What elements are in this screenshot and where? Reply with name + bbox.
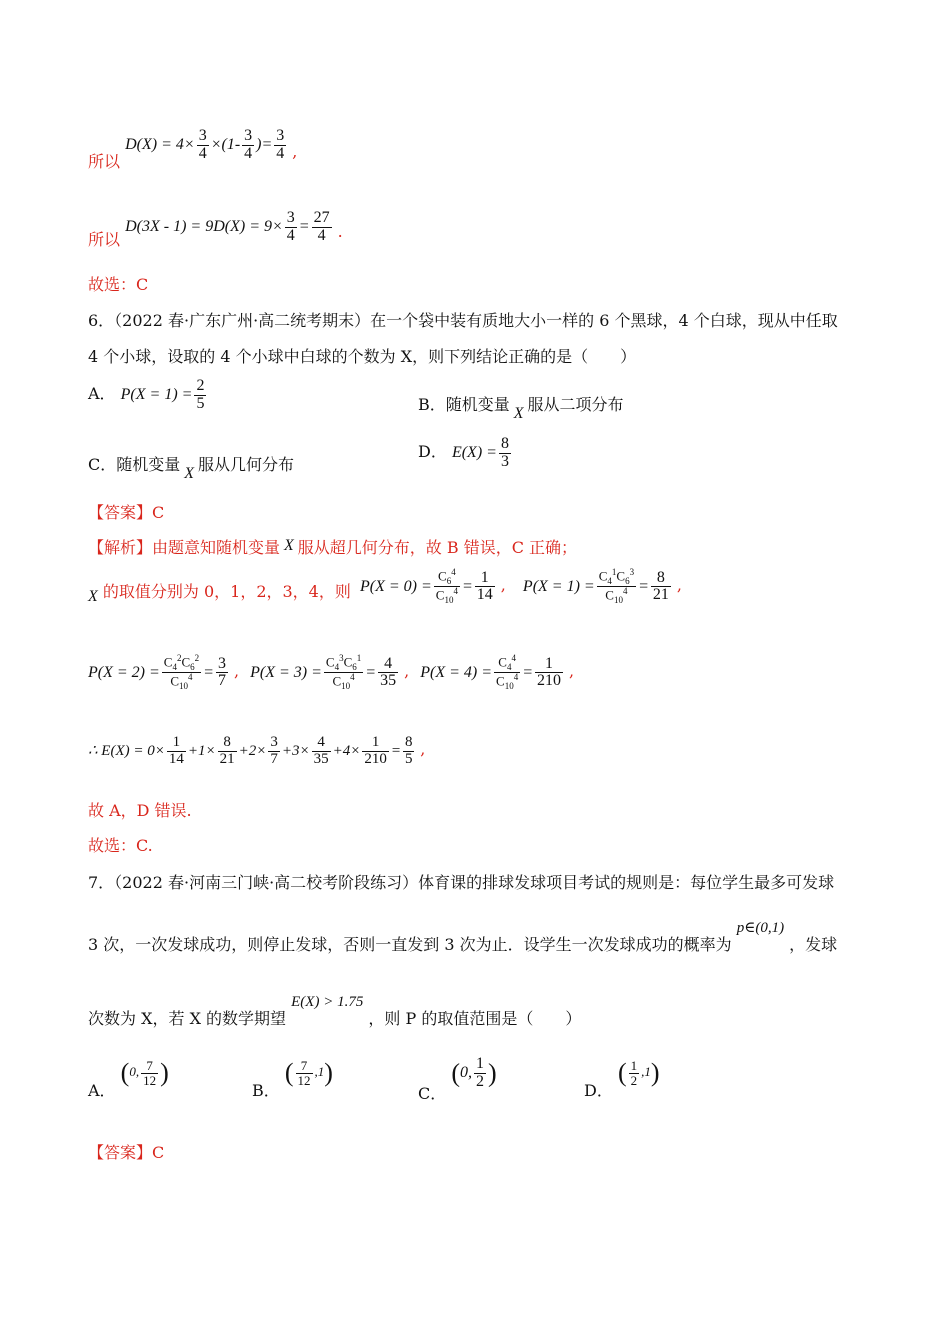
q7-option-d: D． ( $\frac{1}{2}$ ,1): [584, 1057, 660, 1100]
q6-analysis: 【解析】由题意知随机变量 X 服从超几何分布，故 B 错误，C 正确；: [88, 537, 578, 557]
q7-text-line1: 7．（2022 春·河南三门峡·高二校考阶段练习）体育课的排球发球项目考试的规则是：每位学生最多可发球: [88, 873, 835, 892]
formula-dx: D(X) = 4× $\frac{3}{4}$ ×(1- $\frac{3}{4}$ )= $\frac{3}{4}$: [125, 127, 285, 162]
q6-option-a: A． P(X = 1) = $\frac{2}{5}$: [88, 377, 205, 412]
fraction-27-4: $\frac{27}{4}$: [313, 209, 330, 244]
q7-option-b: B． ( $\frac{7}{12}$ ,1): [252, 1057, 333, 1100]
q6-option-b: B．随机变量 X 服从二项分布: [418, 395, 624, 422]
label-suoyi-2: 所以: [88, 229, 121, 249]
q6-option-d: D． E(X) = $\frac{8}{3}$: [418, 435, 509, 470]
prob-x2: P(X = 2) = $\frac{C_4^2C_6^2}{C_{10}^4}$ = $\frac{3}{7}$: [88, 653, 226, 692]
expectation-condition: E(X) > 1.75: [291, 994, 364, 1010]
solution-line-d3x: 所以 D(3X - 1) = 9D(X) = 9× $\frac{3}{4}$ = $\frac{27}{4}$ .: [88, 209, 343, 249]
prob-x0: P(X = 0) = $\frac{C_6^4}{C_{10}^4}$ = $\frac{1}{14}$: [359, 567, 493, 606]
q6-choice: 故选：C.: [88, 836, 153, 855]
formula-d3x: D(3X - 1) = 9D(X) = 9× $\frac{3}{4}$ = $\frac{27}{4}$: [125, 209, 330, 244]
q6-prob-row2: P(X = 2) = $\frac{C_4^2C_6^2}{C_{10}^4}$ = $\frac{3}{7}$ , P(X = 3) = $\frac{C_4^3C_6^1}{C_{10}^4}$ = $\frac{4}{35}$ , P(X = 4) = $\frac{C_4^4}{C_{10}^4}$ = $\frac{1}{210}$ ,: [88, 653, 575, 692]
q6-text-line2: 4 个小球，设取的 4 个小球中白球的个数为 X，则下列结论正确的是（ ）: [88, 347, 637, 366]
choice-prev: 故选：C: [88, 275, 149, 294]
q6-expectation: ∴ E(X) = 0× $\frac{1}{14}$ +1× $\frac{8}{21}$ +2× $\frac{3}{7}$ +3× $\frac{4}{35}$ +4× $\frac{1}{210}$ = $\frac{8}{5}$ ,: [88, 734, 426, 767]
q7-option-a: A． (0, $\frac{7}{12}$ ): [88, 1057, 169, 1100]
prob-x4: P(X = 4) = $\frac{C_4^4}{C_{10}^4}$ = $\frac{1}{210}$: [420, 653, 562, 692]
prob-x3: P(X = 3) = $\frac{C_4^3C_6^1}{C_{10}^4}$ = $\frac{4}{35}$: [250, 653, 397, 692]
q7-text-line3: 次数为 X，若 X 的数学期望 E(X) > 1.75 ，则 P 的取值范围是（ ）: [88, 994, 582, 1028]
label-suoyi-1: 所以: [88, 151, 121, 171]
p-range: p∈(0,1): [736, 920, 785, 936]
q6-answer: 【答案】C: [88, 503, 165, 522]
q6-option-c: C．随机变量 X 服从几何分布: [88, 455, 295, 482]
q7-answer: 【答案】C: [88, 1143, 165, 1162]
prob-x1: P(X = 1) = $\frac{C_4^1C_6^3}{C_{10}^4}$ = $\frac{8}{21}$: [522, 567, 669, 606]
q7-option-c: C． (0, $\frac{1}{2}$ ): [418, 1055, 497, 1103]
q7-text-line2: 3 次，一次发球成功，则停止发球，否则一直发到 3 次为止．设学生一次发球成功的概率为 p∈(0,1) ，发球: [88, 920, 838, 954]
q6-conclusion: 故 A，D 错误.: [88, 801, 192, 820]
solution-line-dx: 所以 D(X) = 4× $\frac{3}{4}$ ×(1- $\frac{3}{4}$ )= $\frac{3}{4}$ ,: [88, 127, 298, 171]
fraction-3-4: $\frac{3}{4}$: [198, 127, 207, 162]
q6-values-row: X 的取值分别为 0，1，2，3，4，则 P(X = 0) = $\frac{C_6^4}{C_{10}^4}$ = $\frac{1}{14}$ , P(X = 1) = $\frac{C_4^1C_6^3}{C_{10}^4}$ = $\frac{8}{21}$ ,: [88, 567, 682, 606]
q6-text-line1: 6．（2022 春·广东广州·高二统考期末）在一个袋中装有质地大小一样的 6 个黑球，4 个白球，现从中任取: [88, 311, 838, 330]
